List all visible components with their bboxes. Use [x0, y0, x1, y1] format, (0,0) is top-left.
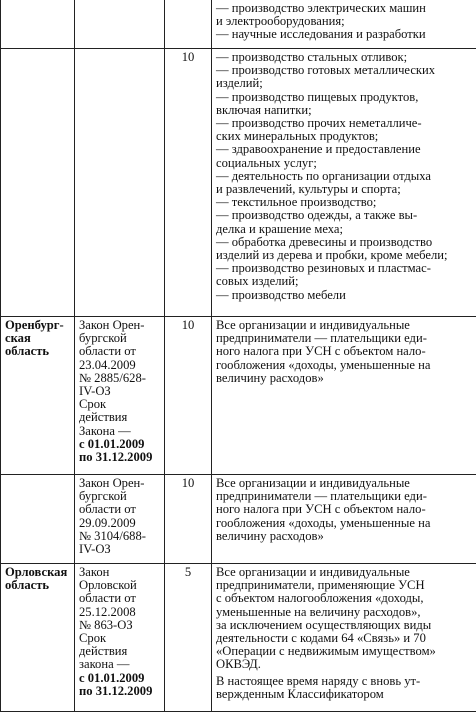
description-line: — производство одежды, а также вы- [216, 209, 472, 222]
region-cell [1, 49, 75, 317]
description-line: изделий; [216, 77, 472, 90]
rate-value: 10 [182, 50, 195, 64]
law-line: 29.09.2009 [79, 517, 160, 530]
description-cell [212, 49, 476, 317]
description-line: — производство стальных отливок; [216, 51, 472, 64]
description-line: делка и крашение меха; [216, 223, 472, 236]
description-line: гообложения «доходы, уменьшенные на [216, 517, 472, 530]
table-row [1, 49, 476, 317]
law-validity-start: с 01.01.2009 [79, 438, 160, 451]
region-name-line: область [5, 345, 70, 358]
region-cell [1, 475, 75, 564]
law-line: № 3104/688- [79, 530, 160, 543]
description-line: ного налога при УСН с объектом нало- [216, 345, 472, 358]
description-line: Все организации и индивидуальные [216, 566, 472, 579]
description-line: — обработка древесины и производство [216, 236, 472, 249]
description-line: величину расходов» [216, 372, 472, 385]
law-cell [75, 49, 165, 317]
region-cell [1, 317, 75, 475]
description-line: уменьшенные на величину расходов», [216, 606, 472, 619]
description-line: В настоящее время наряду с вновь ут- [216, 675, 472, 688]
description-line: предприниматели — плательщики еди- [216, 490, 472, 503]
law-line: закона — [79, 658, 160, 671]
law-line: области от [79, 345, 160, 358]
description-line: и электрооборудования; [216, 15, 472, 28]
law-line: IV-ОЗ [79, 385, 160, 398]
rate-value: 10 [182, 318, 195, 332]
rate-value: 10 [182, 476, 195, 490]
law-line: Закона — [79, 425, 160, 438]
table-row [1, 564, 476, 712]
description-line: ских минеральных продуктов; [216, 130, 472, 143]
description-line: Все организации и индивидуальные [216, 477, 472, 490]
description-cell [212, 564, 476, 712]
description-line: «Операции с недвижимым имуществом» [216, 645, 472, 658]
law-validity-start: с 01.01.2009 [79, 672, 160, 685]
region-cell [1, 564, 75, 712]
description-line: величину расходов» [216, 530, 472, 543]
law-line: Закон [79, 566, 160, 579]
law-line: области от [79, 503, 160, 516]
rate-cell [165, 49, 212, 317]
description-cell [212, 317, 476, 475]
description-line: — производство электрических машин [216, 2, 472, 15]
law-line: области от [79, 592, 160, 605]
rate-cell [165, 475, 212, 564]
law-line: Срок [79, 632, 160, 645]
description-line: деятельности с кодами 64 «Связь» и 70 [216, 632, 472, 645]
law-line: IV-ОЗ [79, 543, 160, 556]
description-line: с объектом налогообложения «доходы, [216, 592, 472, 605]
description-line: — производство мебели [216, 289, 472, 302]
rate-cell [165, 0, 212, 49]
description-line: за исключением осуществляющих виды [216, 619, 472, 632]
description-line: — научные исследования и разработки [216, 28, 472, 41]
law-line: бургской [79, 490, 160, 503]
description-line: включая напитки; [216, 104, 472, 117]
description-line: ОКВЭД. [216, 658, 472, 671]
description-line: предприниматели, применяющие УСН [216, 579, 472, 592]
rate-cell [165, 564, 212, 712]
table-row [1, 317, 476, 475]
rate-value: 5 [185, 565, 191, 579]
description-line: социальных услуг; [216, 157, 472, 170]
law-line: бургской [79, 332, 160, 345]
law-validity-end: по 31.12.2009 [79, 685, 160, 698]
law-cell [75, 317, 165, 475]
law-line: Орловской [79, 579, 160, 592]
law-line: Закон Орен- [79, 319, 160, 332]
law-line: 23.04.2009 [79, 359, 160, 372]
law-line: Срок [79, 398, 160, 411]
description-line: — текстильное производство; [216, 196, 472, 209]
description-cell [212, 475, 476, 564]
description-line: гообложения «доходы, уменьшенные на [216, 359, 472, 372]
region-name-line: область [5, 579, 70, 592]
description-line: предприниматели — плательщики еди- [216, 332, 472, 345]
table-row [1, 0, 476, 49]
description-line: — производство прочих неметалличе- [216, 117, 472, 130]
table-row [1, 475, 476, 564]
description-line: изделий из дерева и пробки, кроме мебели; [216, 249, 472, 262]
description-line: совых изделий; [216, 275, 472, 288]
description-line: — деятельность по организации отдыха [216, 170, 472, 183]
law-line: Закон Орен- [79, 477, 160, 490]
region-cell [1, 0, 75, 49]
region-name-line: Оренбург- [5, 319, 70, 332]
rate-cell [165, 317, 212, 475]
description-line: и развлечений, культуры и спорта; [216, 183, 472, 196]
region-name-line: Орловская [5, 566, 70, 579]
description-line: — здравоохранение и предоставление [216, 143, 472, 156]
law-cell [75, 475, 165, 564]
law-line: действия [79, 645, 160, 658]
description-line: — производство пищевых продуктов, [216, 91, 472, 104]
law-line: № 863-ОЗ [79, 619, 160, 632]
law-line: 25.12.2008 [79, 606, 160, 619]
description-line: — производство резиновых и пластмас- [216, 262, 472, 275]
description-line: — производство готовых металлических [216, 64, 472, 77]
description-cell [212, 0, 476, 49]
law-line: действия [79, 411, 160, 424]
description-line: Все организации и индивидуальные [216, 319, 472, 332]
law-cell [75, 564, 165, 712]
law-line: № 2885/628- [79, 372, 160, 385]
description-line: вержденным Классификатором [216, 688, 472, 701]
description-line: ного налога при УСН с объектом нало- [216, 503, 472, 516]
region-name-line: ская [5, 332, 70, 345]
law-cell [75, 0, 165, 49]
law-validity-end: по 31.12.2009 [79, 451, 160, 464]
